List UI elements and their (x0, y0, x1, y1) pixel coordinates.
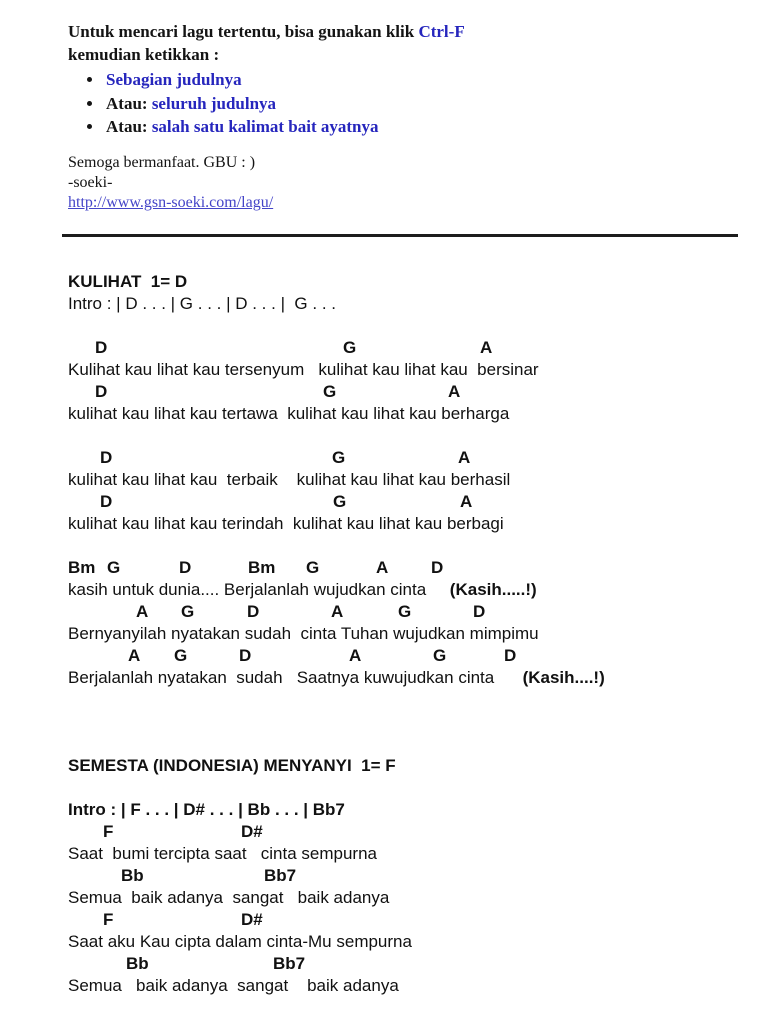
chord: G (174, 645, 188, 665)
lyric-line: Kulihat kau lihat kau tersenyum kulihat kau lihat kau bersinar (68, 359, 539, 379)
chord: D (95, 381, 108, 401)
stanza (68, 557, 738, 689)
signature-block (68, 153, 738, 213)
signature: -soeki- (68, 173, 113, 191)
lyric-text: kasih untuk dunia.... Berjalanlah wujudkan cinta (68, 579, 450, 599)
bullet-highlight: seluruh judulnya (151, 93, 277, 113)
lyric-line: Semua baik adanya sangat baik adanya (68, 975, 399, 995)
lyric-line: Saat bumi tercipta saat cinta sempurna (68, 843, 377, 863)
chord: D# (241, 909, 263, 929)
chord: A (136, 601, 149, 621)
intro-line: Intro : | D . . . | G . . . | D . . . | G . . . (68, 293, 336, 313)
chord: G (332, 447, 346, 467)
chord: D (179, 557, 192, 577)
chord: D (431, 557, 444, 577)
chord: D (100, 491, 113, 511)
chord-line (68, 491, 738, 513)
chord: D (100, 447, 113, 467)
chord: A (376, 557, 389, 577)
closing-text: Semoga bermanfaat. GBU : ) (68, 153, 256, 171)
bullet-highlight: salah satu kalimat bait ayatnya (151, 117, 379, 136)
chord: Bb (121, 865, 144, 885)
song-section-semesta (68, 755, 738, 997)
chord: Bm (68, 557, 96, 577)
instruction-text: Untuk mencari lagu tertentu, bisa gunakan klik (68, 22, 419, 41)
search-instructions (68, 20, 738, 139)
chord: D (504, 645, 517, 665)
stanza (68, 447, 738, 535)
chord: Bb7 (273, 953, 306, 973)
chord-line (68, 821, 738, 843)
lyric-line: kulihat kau lihat kau terindah kulihat kau lihat kau berbagi (68, 513, 504, 533)
chord: D (473, 601, 486, 621)
song-section-kulihat (68, 271, 738, 689)
chord: F (103, 909, 114, 929)
song-title: KULIHAT 1= D (68, 271, 188, 291)
chord: G (181, 601, 195, 621)
lyric-line: Saat aku Kau cipta dalam cinta-Mu sempurna (68, 931, 412, 951)
chord-line (68, 865, 738, 887)
chord: D# (241, 821, 263, 841)
chord: G (107, 557, 121, 577)
bullet-list (68, 68, 738, 139)
chord: Bb (126, 953, 149, 973)
chord: A (458, 447, 471, 467)
lyric-line (68, 667, 738, 689)
chord: G (306, 557, 320, 577)
lyric-line: Semua baik adanya sangat baik adanya (68, 887, 390, 907)
chord: D (95, 337, 108, 357)
bullet-highlight: Sebagian judulnya (106, 70, 242, 89)
chord: A (331, 601, 344, 621)
chord: A (448, 381, 461, 401)
chord-line (68, 557, 738, 579)
list-item (104, 92, 738, 116)
chord-line (68, 953, 738, 975)
chord: D (239, 645, 252, 665)
chord-line (68, 381, 738, 403)
chord: G (433, 645, 447, 665)
chord-line (68, 601, 738, 623)
chord: D (247, 601, 260, 621)
chord-line (68, 337, 738, 359)
lyric-text: Berjalanlah nyatakan sudah Saatnya kuwujudkan cinta (68, 667, 523, 687)
bullet-prefix: Atau: (106, 93, 152, 113)
chord: G (398, 601, 412, 621)
lyric-line: Bernyanyilah nyatakan sudah cinta Tuhan wujudkan mimpimu (68, 623, 539, 643)
list-item (104, 115, 738, 139)
chord: A (128, 645, 141, 665)
song-title: SEMESTA (INDONESIA) MENYANYI 1= F (68, 755, 396, 775)
stanza (68, 821, 738, 997)
chord-line (68, 447, 738, 469)
lyric-bold: (Kasih....!) (522, 667, 605, 687)
lyric-line: kulihat kau lihat kau tertawa kulihat kau lihat kau berharga (68, 403, 510, 423)
chord: Bm (248, 557, 276, 577)
shortcut-label: Ctrl-F (418, 22, 465, 41)
chord: Bb7 (264, 865, 297, 885)
instruction-line-1 (68, 20, 738, 43)
chord: G (333, 491, 347, 511)
chord: A (460, 491, 473, 511)
lyric-line (68, 579, 738, 601)
intro-line: Intro : | F . . . | D# . . . | Bb . . . | Bb7 (68, 799, 345, 819)
chord: F (103, 821, 114, 841)
chord-line (68, 645, 738, 667)
chord: G (323, 381, 337, 401)
bullet-prefix: Atau: (106, 117, 152, 136)
lyric-line: kulihat kau lihat kau terbaik kulihat kau lihat kau berhasil (68, 469, 511, 489)
chord: A (349, 645, 362, 665)
chord-line (68, 909, 738, 931)
stanza (68, 337, 738, 425)
list-item (104, 68, 738, 92)
divider (62, 234, 738, 237)
song-sheets (68, 271, 738, 997)
site-link[interactable]: http://www.gsn-soeki.com/lagu/ (68, 193, 274, 211)
lyric-bold: (Kasih.....!) (449, 579, 537, 599)
instruction-line-2: kemudian ketikkan : (68, 45, 220, 64)
chord: G (343, 337, 357, 357)
chord: A (480, 337, 493, 357)
